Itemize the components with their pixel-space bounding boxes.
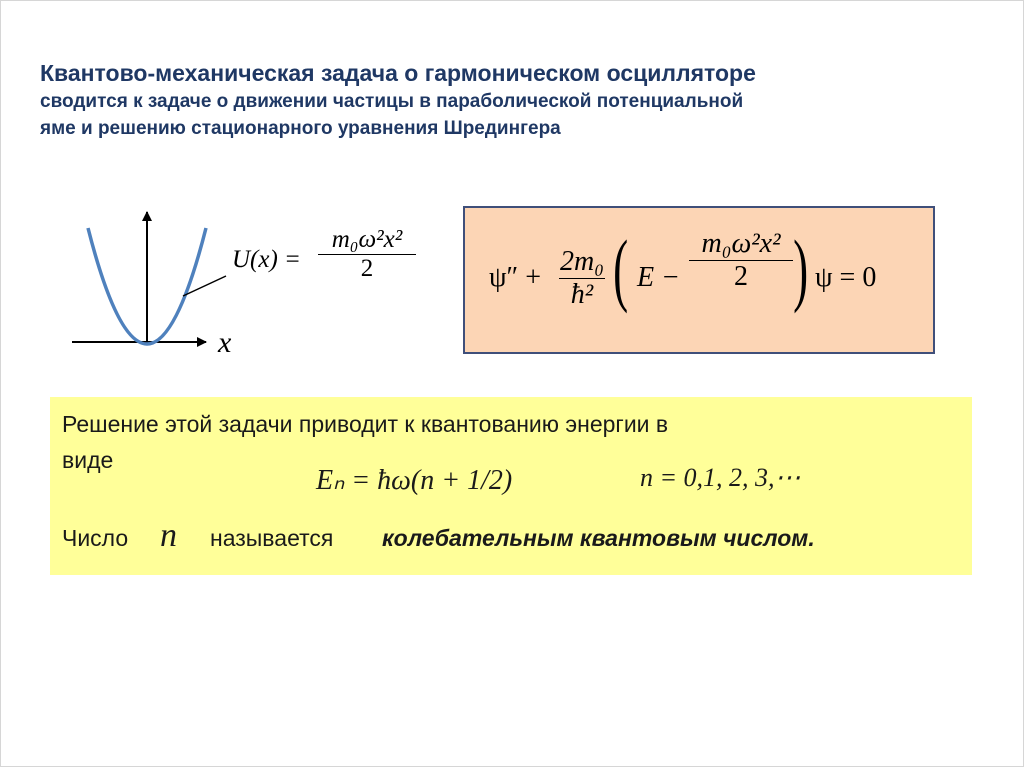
psi-second-derivative: ψ″ + (489, 262, 541, 293)
energy-minus: E − (637, 262, 680, 293)
left-parenthesis: ( (613, 223, 629, 314)
solution-box (50, 397, 972, 575)
x-axis-label: x (218, 326, 232, 359)
called-text: называется (210, 525, 334, 551)
potential-denominator: 2 (360, 255, 374, 282)
solution-sentence-line2: виде (62, 447, 114, 473)
quantum-number-term: колебательным квантовым числом. (382, 525, 815, 551)
n-symbol: n (160, 517, 177, 554)
title-line-3: яме и решению стационарного уравнения Шредингера (40, 118, 561, 139)
number-word: Число (62, 525, 129, 551)
title-line-2: сводится к задаче о движении частицы в параболической потенциальной (40, 91, 744, 112)
coefficient-fraction (559, 246, 605, 311)
title-line-1: Квантово-механическая задача о гармоническом осцилляторе (40, 60, 756, 86)
potential-fraction (318, 226, 416, 283)
solution-sentence-line1: Решение этой задачи приводит к квантованию энергии в (62, 411, 669, 437)
schrodinger-equation-box (463, 206, 935, 354)
inner-denominator: 2 (734, 261, 748, 292)
potential-numerator: m₀ω²x² (331, 226, 403, 253)
right-parenthesis: ) (793, 223, 809, 314)
coefficient-numerator: 2m₀ (560, 246, 604, 277)
inner-fraction (689, 228, 793, 293)
energy-formula: Eₙ = ħω(n + 1/2) (316, 465, 513, 496)
potential-lhs: U(x) = (232, 246, 301, 273)
coefficient-denominator: ħ² (570, 279, 594, 310)
equation-tail: ψ = 0 (815, 262, 877, 293)
inner-numerator: m₀ω²x² (701, 228, 781, 259)
n-values: n = 0,1, 2, 3,⋯ (640, 463, 801, 492)
